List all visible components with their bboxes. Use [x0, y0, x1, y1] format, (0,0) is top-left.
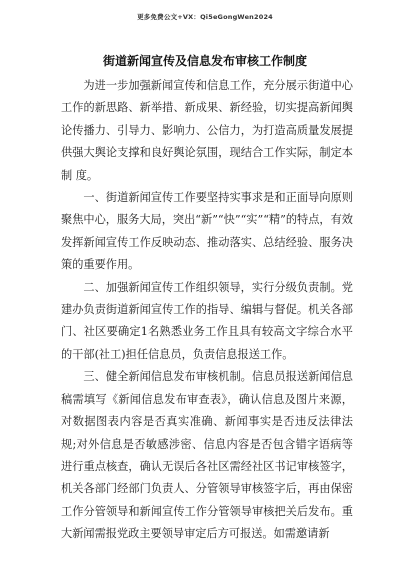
document-body: [61, 75, 353, 546]
header-note: 更多免费公文+VX：Qi5eGongWen2024: [137, 13, 273, 21]
paragraph-section-3: 三、健全新闻信息发布审核机制。信息员报送新闻信息稿需填写《新闻信息发布审查表》，确认信息及图片来源，对数据图表内容是否真实准确、新闻事实是否违反法律法规;对外信息是否敏感涉密、信息内容是否包含错字语病等进行重点核查，确认无误后各社区需经社区书记审核签字，机关各部门经部门负责人、分管领导审核签字后，再由保密工作分管领导和新闻宣传工作分管领导审核把关后发布。重大新闻需报党政主要领导审定后方可报送。如需邀请新: [61, 370, 353, 541]
paragraph-section-2: 二、加强新闻宣传工作组织领导，实行分级负责制。党建办负责街道新闻宣传工作的指导、编辑与督促。机关各部门、社区要确定1名熟悉业务工作且具有较高文字综合水平的干部(社工)担任信息员，负责信息报送工作。: [61, 280, 353, 361]
paragraph-section-1: 一、街道新闻宣传工作要坚持实事求是和正面导向原则聚焦中心，服务大局，突出“新”“快”“实”“精”的特点，有效发挥新闻宣传工作反映动态、推动落实、总结经验、服务决策的重要作用。: [61, 191, 353, 272]
paragraph-intro: 为进一步加强新闻宣传和信息工作，充分展示街道中心工作的新思路、新举措、新成果、新经验，切实提高新闻舆论传播力、引导力、影响力、公信力，为打造高质量发展提供强大舆论支撑和良好舆论氛围，现结合工作实际，制定本制 度。: [61, 79, 353, 182]
document-title: 街道新闻宣传及信息发布审核工作制度: [102, 54, 307, 68]
